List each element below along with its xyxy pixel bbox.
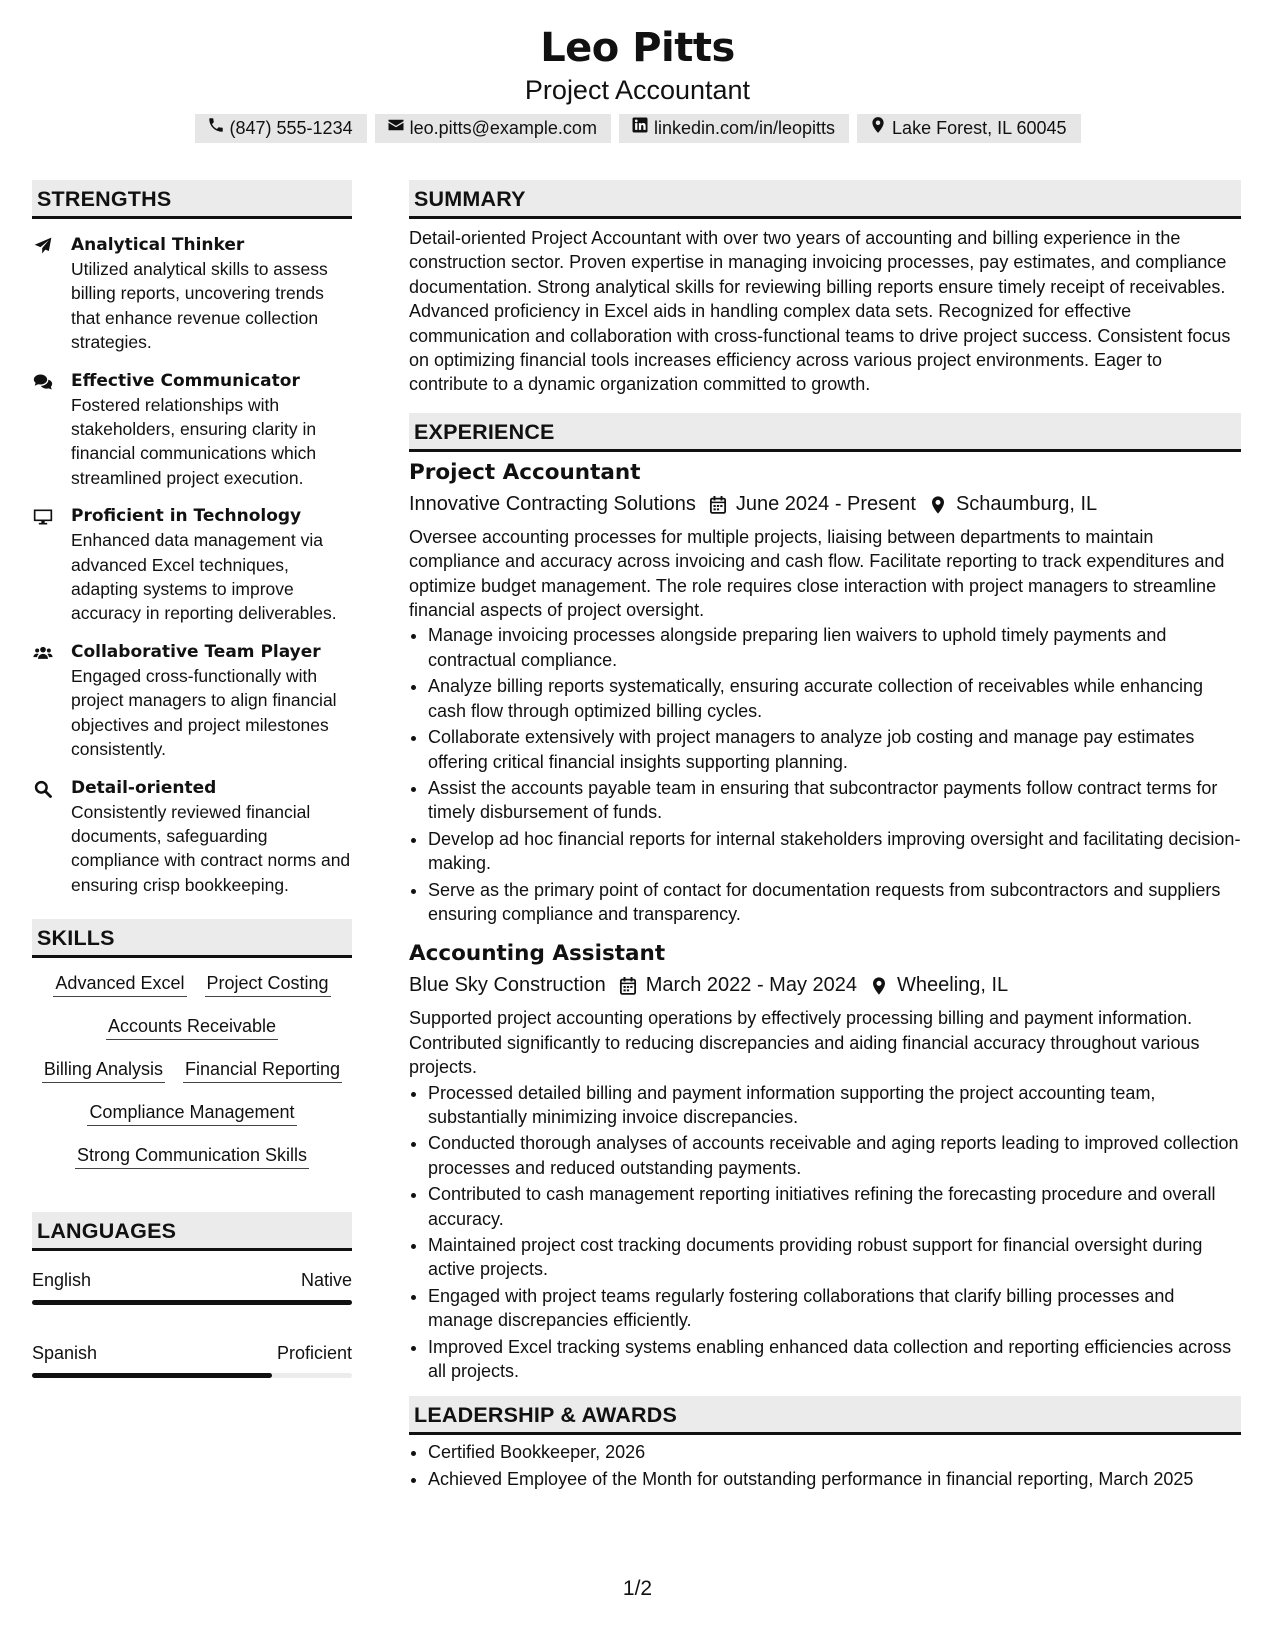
contact-linkedin-text: linkedin.com/in/leopitts <box>653 118 836 138</box>
summary-heading: SUMMARY <box>409 180 1241 219</box>
phone-icon <box>207 114 225 143</box>
language-level: Proficient <box>276 1343 352 1364</box>
strength-title: Analytical Thinker <box>71 235 245 255</box>
experience-heading: EXPERIENCE <box>409 413 1241 452</box>
job-entry <box>409 940 1241 1383</box>
list-item: • Improved Excel tracking systems enabling enhanced data collection and reporting efficiencies across all projects. <box>428 1335 1241 1384</box>
strength-desc: Utilized analytical skills to assess billing reports, uncovering trends that enhance revenue collection strategies. <box>71 259 328 353</box>
desktop-icon <box>32 507 54 527</box>
candidate-name: Leo Pitts <box>540 25 735 71</box>
language-level: Native <box>300 1270 352 1291</box>
strength-item <box>32 776 352 898</box>
job-dates: March 2022 - May 2024 <box>645 974 857 997</box>
language-item <box>32 1269 352 1305</box>
language-proficiency-bar <box>32 1300 352 1305</box>
strength-desc: Consistently reviewed financial documents, safeguarding compliance with contract norms and ensuring crisp bookkeeping. <box>71 801 351 895</box>
contact-email[interactable] <box>375 114 611 143</box>
envelope-icon <box>387 114 405 143</box>
linkedin-icon <box>631 114 649 143</box>
strength-desc: Fostered relationships with stakeholders, ensuring clarity in financial communications which streamlined project execution. <box>71 394 317 488</box>
job-title: Accounting Assistant <box>409 941 666 967</box>
leadership-heading: LEADERSHIP & AWARDS <box>409 1396 1241 1435</box>
strength-title: Proficient in Technology <box>71 506 302 527</box>
contact-linkedin[interactable] <box>619 114 849 143</box>
chat-bubbles-icon <box>32 372 54 392</box>
job-title: Project Accountant <box>409 459 641 485</box>
job-company: Blue Sky Construction <box>409 974 606 997</box>
skill-row <box>32 1143 352 1169</box>
languages-heading: LANGUAGES <box>32 1212 352 1251</box>
calendar-icon <box>709 494 727 514</box>
language-name: Spanish <box>32 1343 98 1364</box>
magnifier-icon <box>32 779 54 799</box>
contact-location-text: Lake Forest, IL 60045 <box>892 118 1067 138</box>
job-company: Innovative Contracting Solutions <box>409 492 696 515</box>
job-meta <box>409 489 1241 519</box>
job-description: Supported project accounting operations by effectively processing billing and payment information. Contributed significantly to reducing discrepancies and aiding financial accuracy throughout various projects. <box>409 1008 1200 1078</box>
list-item: • Analyze billing reports systematically, ensuring accurate collection of receivables while enhancing cash flow through optimized billing cycles. <box>428 674 1241 723</box>
list-item: • Achieved Employee of the Month for outstanding performance in financial reporting, March 2025 <box>428 1467 1241 1491</box>
resume-header <box>0 22 1275 143</box>
paper-plane-icon <box>32 236 54 256</box>
strength-desc: Enhanced data management via advanced Excel techniques, adapting systems to improve accuracy in reporting deliverables. <box>71 530 337 624</box>
language-item <box>32 1342 352 1378</box>
list-item: • Engaged with project teams regularly fostering collaborations that clarify billing processes and manage discrepancies efficiently. <box>428 1284 1241 1333</box>
language-proficiency-fill <box>32 1300 352 1305</box>
summary-text: Detail-oriented Project Accountant with over two years of accounting and billing experience in the construction sector. Proven expertise in managing invoicing processes, pay estimates, and compliance documentation. Strong analytical skills for reviewing billing reports ensure timely receipt of receivables. Advanced proficiency in Excel aids in handling complex data sets. Recognized for effective communication and collaboration with cross-functional teams to drive project success. Consistent focus on optimizing financial tools increases efficiency across various project environments. Eager to contribute to a dynamic organization committed to growth. <box>409 228 1231 395</box>
strength-title: Collaborative Team Player <box>71 641 321 662</box>
skill-tag: Strong Communication Skills <box>75 1143 309 1169</box>
list-item: • Assist the accounts payable team in ensuring that subcontractor payments follow contract terms for timely disbursement of funds. <box>428 776 1241 825</box>
leadership-list <box>409 1440 1241 1491</box>
calendar-icon <box>619 975 637 995</box>
list-item: • Develop ad hoc financial reports for internal stakeholders improving oversight and facilitating decision-making. <box>428 827 1241 876</box>
skill-row <box>32 1014 352 1040</box>
page-number: 1/2 <box>622 1577 653 1600</box>
job-bullets <box>409 623 1241 926</box>
map-pin-icon <box>869 114 887 143</box>
job-bullets <box>409 1081 1241 1384</box>
skill-tag: Billing Analysis <box>42 1057 165 1083</box>
list-item: • Processed detailed billing and payment information supporting the project accounting team, substantially minimizing invoice discrepancies. <box>428 1081 1241 1130</box>
job-description: Oversee accounting processes for multiple projects, liaising between departments to maintain compliance and accuracy across invoicing and cash flow. Facilitate reporting to track expenditures and optimize budget management. The role requires close interaction with project managers to streamline financial aspects of project oversight. <box>409 526 1225 621</box>
users-icon <box>32 643 54 663</box>
skill-row <box>32 1057 352 1083</box>
job-meta <box>409 970 1241 1000</box>
skill-tag: Accounts Receivable <box>106 1014 278 1040</box>
skill-row <box>32 971 352 997</box>
contact-email-text: leo.pitts@example.com <box>409 118 597 138</box>
strength-title: Detail-oriented <box>71 777 217 798</box>
strength-item <box>32 233 352 355</box>
job-entry <box>409 459 1241 927</box>
language-proficiency-fill <box>32 1373 272 1378</box>
skill-tag: Compliance Management <box>87 1100 296 1126</box>
contact-phone[interactable] <box>195 114 367 143</box>
contact-bar <box>0 114 1275 143</box>
job-dates: June 2024 - Present <box>735 492 916 515</box>
skills-heading: SKILLS <box>32 919 352 958</box>
strength-desc: Engaged cross-functionally with project managers to align financial objectives and project milestones consistently. <box>71 665 337 760</box>
list-item: • Contributed to cash management reporting initiatives refining the forecasting procedure and overall accuracy. <box>428 1182 1241 1231</box>
skill-tag: Advanced Excel <box>53 971 186 997</box>
list-item: • Collaborate extensively with project managers to analyze job costing and manage pay estimates offering critical financial insights supporting planning. <box>428 725 1241 774</box>
job-location: Wheeling, IL <box>897 974 1009 997</box>
list-item: • Manage invoicing processes alongside preparing lien waivers to uphold timely payments and contractual compliance. <box>428 623 1241 672</box>
strength-item <box>32 504 352 626</box>
skills-list <box>32 971 352 1169</box>
list-item: • Certified Bookkeeper, 2026 <box>428 1440 1241 1464</box>
candidate-role: Project Accountant <box>524 75 751 105</box>
strength-title: Effective Communicator <box>71 370 300 391</box>
contact-phone-text: (847) 555-1234 <box>229 118 353 138</box>
map-pin-icon <box>870 975 888 995</box>
right-column <box>409 180 1241 1493</box>
skill-tag: Project Costing <box>205 971 331 997</box>
contact-location <box>857 114 1080 143</box>
strength-item <box>32 369 352 491</box>
list-item: • Serve as the primary point of contact for documentation requests from subcontractors and suppliers ensuring compliance and transparency. <box>428 878 1241 927</box>
left-column <box>32 180 352 1378</box>
skill-row <box>32 1100 352 1126</box>
list-item: • Conducted thorough analyses of accounts receivable and aging reports leading to improved collection processes and reduced outstanding payments. <box>428 1131 1241 1180</box>
map-pin-icon <box>929 494 947 514</box>
strengths-heading: STRENGTHS <box>32 180 352 219</box>
language-proficiency-bar <box>32 1373 352 1378</box>
language-name: English <box>32 1270 92 1291</box>
strength-item <box>32 640 352 762</box>
list-item: • Maintained project cost tracking documents providing robust support for financial oversight during active projects. <box>428 1233 1241 1282</box>
skill-tag: Financial Reporting <box>183 1057 342 1083</box>
job-location: Schaumburg, IL <box>955 492 1098 515</box>
